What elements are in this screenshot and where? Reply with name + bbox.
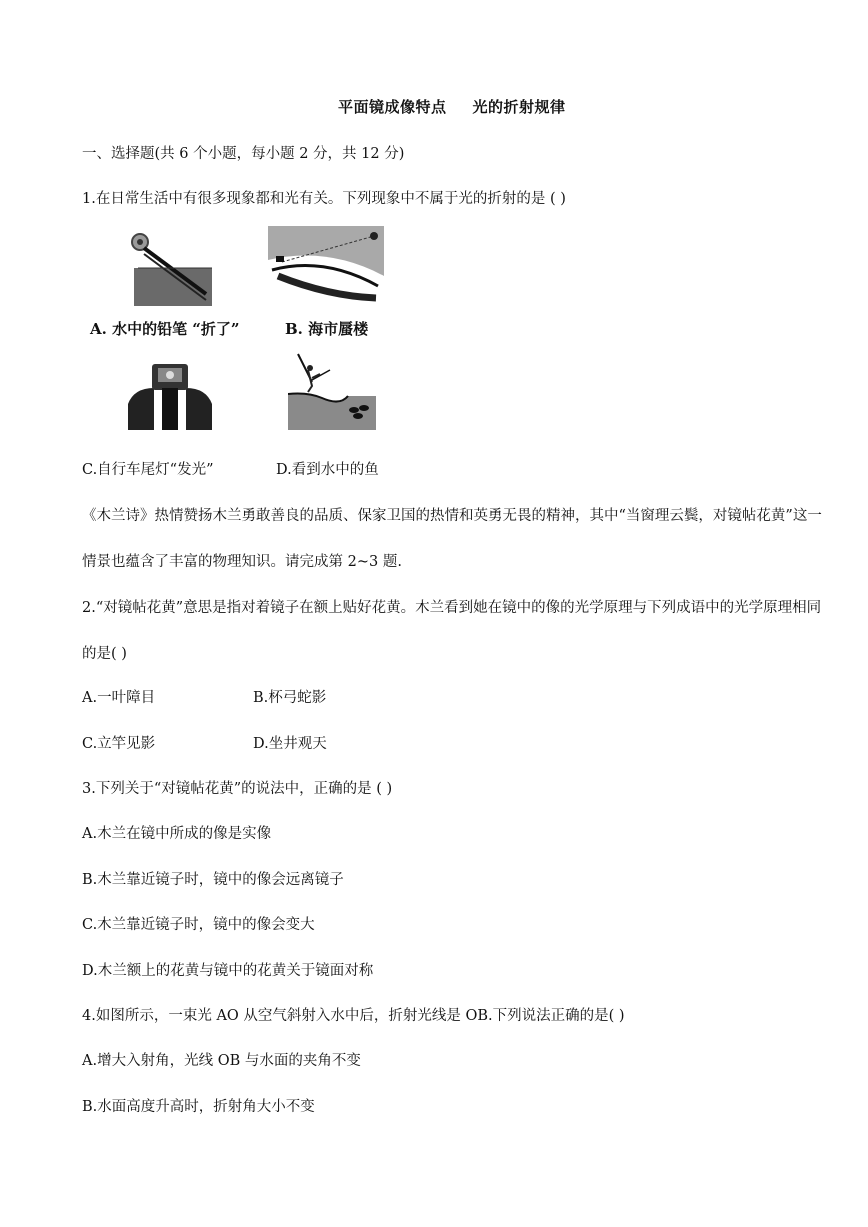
passage-text: 《木兰诗》热情赞扬木兰勇敢善良的品质、保家卫国的热情和英勇无畏的精神，其中“当窗理云鬓，对镜帖花黄”这一情景也蕴含了丰富的物理知识。请完成第 2~3 题. <box>82 508 822 570</box>
q4-stem: 4.如图所示，一束光 AO 从空气斜射入水中后，折射光线是 OB.下列说法正确的是( ) <box>82 1008 625 1024</box>
fish-in-water-image <box>288 352 376 430</box>
q1-option-d: D.看到水中的鱼 <box>276 462 379 478</box>
q2-option-b: B.杯弓蛇影 <box>253 690 327 706</box>
q3-option-d: D.木兰额上的花黄与镜中的花黄关于镜面对称 <box>82 963 374 979</box>
q4-option-b: B.水面高度升高时，折射角大小不变 <box>82 1099 315 1115</box>
q1-stem: 1.在日常生活中有很多现象都和光有关。下列现象中不属于光的折射的是 ( ) <box>82 191 566 207</box>
q1-option-a: A. 水中的铅笔 “折了” <box>90 320 240 338</box>
q2-stem: 2.“对镜帖花黄”意思是指对着镜子在额上贴好花黄。木兰看到她在镜中的像的光学原理与下列成语中的光学原理相同的是( ) <box>82 600 822 662</box>
bicycle-tail-light-image <box>128 358 212 430</box>
q3-stem: 3.下列关于“对镜帖花黄”的说法中，正确的是 ( ) <box>82 781 393 797</box>
pencil-in-water-image <box>128 228 212 306</box>
mirage-image <box>268 226 384 308</box>
q1-option-b: B. 海市蜃楼 <box>285 320 369 338</box>
q1-option-c: C.自行车尾灯“发光” <box>82 462 214 478</box>
q2-option-d: D.坐井观天 <box>253 736 327 752</box>
q2-option-a: A.一叶障目 <box>82 690 156 706</box>
q2-option-c: C.立竿见影 <box>82 736 156 752</box>
section-heading: 一、选择题(共 6 个小题，每小题 2 分，共 12 分) <box>82 146 405 162</box>
title-part2: 光的折射规律 <box>472 98 566 116</box>
title-part1: 平面镜成像特点 <box>338 98 447 116</box>
page-title <box>338 96 566 117</box>
q4-option-a: A.增大入射角，光线 OB 与水面的夹角不变 <box>82 1053 361 1069</box>
q3-option-a: A.木兰在镜中所成的像是实像 <box>82 826 272 842</box>
q3-option-c: C.木兰靠近镜子时，镜中的像会变大 <box>82 917 315 933</box>
q3-option-b: B.木兰靠近镜子时，镜中的像会远离镜子 <box>82 872 344 888</box>
